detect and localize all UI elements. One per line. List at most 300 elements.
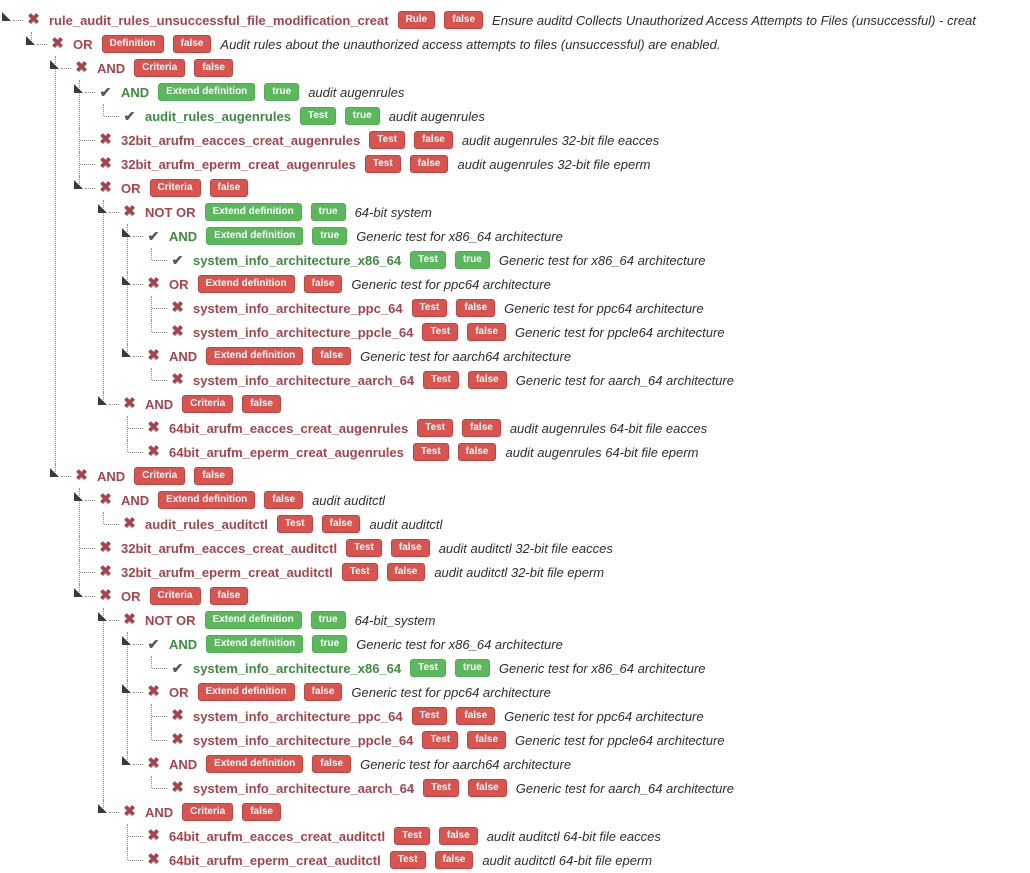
tree-node-row[interactable] bbox=[146, 248, 1030, 272]
tree-connector bbox=[122, 752, 145, 776]
tree-connector bbox=[146, 776, 169, 800]
tree-node-row[interactable] bbox=[146, 320, 1030, 344]
expand-caret-icon[interactable] bbox=[98, 396, 107, 405]
tree-connector bbox=[74, 128, 97, 152]
tree-node-row[interactable] bbox=[74, 176, 1030, 200]
fail-x-icon: ✖ bbox=[171, 371, 184, 388]
node-label[interactable]: system_info_architecture_ppc_64 bbox=[193, 708, 403, 724]
tree-children bbox=[50, 488, 1030, 872]
type-badge: Test bbox=[422, 323, 458, 341]
node-label[interactable]: AND bbox=[121, 492, 150, 508]
type-badge: Extend definition bbox=[205, 611, 302, 629]
node-description: audit augenrules bbox=[388, 108, 485, 124]
result-badge: true bbox=[312, 635, 347, 653]
tree-node bbox=[98, 392, 1030, 464]
result-badge: false bbox=[467, 323, 506, 341]
tree-connector bbox=[26, 32, 49, 56]
node-label[interactable]: system_info_architecture_x86_64 bbox=[193, 660, 402, 676]
node-label[interactable]: system_info_architecture_ppc_64 bbox=[193, 300, 403, 316]
node-description: Generic test for x86_64 architecture bbox=[356, 228, 563, 244]
node-label[interactable]: system_info_architecture_aarch_64 bbox=[193, 780, 415, 796]
tree-node bbox=[74, 584, 1030, 872]
tree-connector bbox=[74, 152, 97, 176]
tree-connector bbox=[122, 824, 145, 848]
pass-check-icon: ✔ bbox=[171, 252, 184, 268]
type-badge: Extend definition bbox=[206, 635, 303, 653]
node-label[interactable]: system_info_architecture_aarch_64 bbox=[193, 372, 415, 388]
node-label[interactable]: 64bit_arufm_eacces_creat_augenrules bbox=[169, 420, 409, 436]
type-badge: Criteria bbox=[150, 587, 201, 605]
node-label[interactable]: OR bbox=[73, 36, 93, 52]
tree-connector bbox=[50, 56, 73, 80]
tree-node bbox=[98, 512, 1030, 536]
tree-node bbox=[26, 32, 1030, 872]
node-label[interactable]: OR bbox=[121, 180, 141, 196]
tree-node-row[interactable] bbox=[98, 800, 1030, 824]
node-label[interactable]: audit_rules_auditctl bbox=[145, 516, 268, 532]
fail-x-icon: ✖ bbox=[123, 803, 136, 820]
result-badge: true bbox=[311, 611, 346, 629]
node-label[interactable]: AND bbox=[145, 396, 174, 412]
expand-caret-icon[interactable] bbox=[98, 204, 107, 213]
fail-x-icon: ✖ bbox=[123, 395, 136, 412]
result-badge: false bbox=[194, 59, 233, 77]
tree-node bbox=[146, 368, 1030, 392]
tree-node-row[interactable] bbox=[122, 272, 1030, 296]
type-badge: Test bbox=[422, 731, 458, 749]
tree-node-row[interactable] bbox=[74, 80, 1030, 104]
pass-check-icon: ✔ bbox=[147, 636, 160, 652]
fail-x-icon: ✖ bbox=[27, 11, 40, 28]
tree-connector bbox=[98, 200, 121, 224]
result-badge: true bbox=[311, 203, 346, 221]
result-badge: false bbox=[458, 443, 497, 461]
result-badge: false bbox=[439, 827, 478, 845]
node-description: audit auditctl 32-bit file eperm bbox=[434, 564, 605, 580]
node-label[interactable]: OR bbox=[121, 588, 141, 604]
tree-node-row[interactable] bbox=[50, 464, 1030, 488]
tree-node-row[interactable] bbox=[98, 104, 1030, 128]
tree-node-row[interactable] bbox=[74, 560, 1030, 584]
result-badge: false bbox=[312, 347, 351, 365]
tree-node-row[interactable] bbox=[98, 512, 1030, 536]
tree-connector bbox=[2, 8, 25, 32]
expand-caret-icon[interactable] bbox=[74, 588, 83, 597]
tree-node bbox=[50, 56, 1030, 464]
node-description: Generic test for aarch_64 architecture bbox=[515, 780, 734, 796]
expand-caret-icon[interactable] bbox=[122, 684, 131, 693]
fail-x-icon: ✖ bbox=[51, 35, 64, 52]
type-badge: Test bbox=[423, 779, 459, 797]
fail-x-icon: ✖ bbox=[171, 707, 184, 724]
expand-caret-icon[interactable] bbox=[74, 492, 83, 501]
result-badge: false bbox=[444, 11, 483, 29]
result-badge: false bbox=[242, 395, 281, 413]
tree-node-row[interactable] bbox=[122, 752, 1030, 776]
result-badge: true bbox=[312, 227, 347, 245]
tree-connector bbox=[122, 680, 145, 704]
fail-x-icon: ✖ bbox=[123, 611, 136, 628]
fail-x-icon: ✖ bbox=[147, 683, 160, 700]
type-badge: Test bbox=[410, 659, 446, 677]
fail-x-icon: ✖ bbox=[99, 179, 112, 196]
tree-connector bbox=[74, 560, 97, 584]
type-badge: Extend definition bbox=[158, 491, 255, 509]
type-badge: Test bbox=[346, 539, 382, 557]
tree-node bbox=[122, 344, 1030, 392]
type-badge: Extend definition bbox=[206, 227, 303, 245]
result-badge: false bbox=[456, 299, 495, 317]
node-label[interactable]: 32bit_arufm_eperm_creat_auditctl bbox=[121, 564, 333, 580]
node-label[interactable]: AND bbox=[121, 84, 150, 100]
fail-x-icon: ✖ bbox=[99, 539, 112, 556]
node-description: Generic test for ppc64 architecture bbox=[504, 708, 704, 724]
tree-children bbox=[2, 32, 1030, 872]
type-badge: Rule bbox=[398, 11, 436, 29]
node-description: Generic test for aarch64 architecture bbox=[360, 756, 572, 772]
tree-node-row[interactable] bbox=[122, 680, 1030, 704]
tree-node bbox=[98, 800, 1030, 872]
type-badge: Test bbox=[412, 707, 448, 725]
node-description: Generic test for aarch64 architecture bbox=[360, 348, 572, 364]
tree-node-row[interactable] bbox=[122, 344, 1030, 368]
result-badge: false bbox=[264, 491, 303, 509]
tree-node-row[interactable] bbox=[74, 584, 1030, 608]
type-badge: Criteria bbox=[134, 467, 185, 485]
node-description: Generic test for ppcle64 architecture bbox=[515, 324, 725, 340]
result-badge: false bbox=[414, 131, 453, 149]
type-badge: Test bbox=[423, 371, 459, 389]
node-label[interactable]: audit_rules_augenrules bbox=[145, 108, 291, 124]
node-description: Generic test for ppc64 architecture bbox=[351, 684, 551, 700]
node-description: audit auditctl 32-bit file eacces bbox=[438, 540, 613, 556]
tree-node bbox=[122, 440, 1030, 464]
tree-node bbox=[122, 680, 1030, 752]
node-label[interactable]: NOT OR bbox=[145, 612, 196, 628]
fail-x-icon: ✖ bbox=[99, 563, 112, 580]
fail-x-icon: ✖ bbox=[171, 299, 184, 316]
expand-caret-icon[interactable] bbox=[74, 84, 83, 93]
tree-connector bbox=[122, 344, 145, 368]
pass-check-icon: ✔ bbox=[171, 660, 184, 676]
fail-x-icon: ✖ bbox=[123, 203, 136, 220]
result-badge: false bbox=[173, 35, 212, 53]
type-badge: Criteria bbox=[182, 395, 233, 413]
expand-caret-icon[interactable] bbox=[122, 756, 131, 765]
tree-node bbox=[2, 8, 1030, 872]
fail-x-icon: ✖ bbox=[75, 467, 88, 484]
tree-connector bbox=[146, 728, 169, 752]
node-label[interactable]: AND bbox=[169, 348, 198, 364]
tree-node bbox=[122, 224, 1030, 272]
tree-connector bbox=[146, 248, 169, 272]
type-badge: Test bbox=[413, 443, 449, 461]
tree-node-row[interactable] bbox=[122, 824, 1030, 848]
tree-connector bbox=[146, 368, 169, 392]
tree-children bbox=[122, 368, 1030, 392]
node-description: audit auditctl 64-bit file eacces bbox=[486, 828, 661, 844]
type-badge: Test bbox=[410, 251, 446, 269]
tree-node bbox=[98, 608, 1030, 800]
node-label[interactable]: AND bbox=[169, 228, 198, 244]
node-description: audit auditctl bbox=[312, 492, 386, 508]
node-description: Audit rules about the unauthorized access attempts to files (unsuccessful) are enabled. bbox=[220, 36, 721, 52]
type-badge: Extend definition bbox=[198, 275, 295, 293]
pass-check-icon: ✔ bbox=[123, 108, 136, 124]
result-badge: false bbox=[304, 275, 343, 293]
tree-children bbox=[122, 656, 1030, 680]
tree-node-row[interactable] bbox=[74, 152, 1030, 176]
tree-connector bbox=[146, 320, 169, 344]
result-badge: false bbox=[387, 563, 426, 581]
node-description: audit augenrules 32-bit file eperm bbox=[457, 156, 651, 172]
type-badge: Test bbox=[390, 851, 426, 869]
tree-connector bbox=[74, 584, 97, 608]
tree-connector bbox=[122, 848, 145, 872]
tree-node bbox=[146, 704, 1030, 728]
type-badge: Criteria bbox=[182, 803, 233, 821]
tree-connector bbox=[122, 632, 145, 656]
tree-connector bbox=[74, 176, 97, 200]
fail-x-icon: ✖ bbox=[147, 755, 160, 772]
tree-children bbox=[74, 512, 1030, 536]
tree-node-row[interactable] bbox=[74, 488, 1030, 512]
result-badge: false bbox=[468, 371, 507, 389]
node-label[interactable]: rule_audit_rules_unsuccessful_file_modification_creat bbox=[49, 12, 389, 28]
node-label[interactable]: AND bbox=[97, 468, 126, 484]
tree-connector bbox=[98, 800, 121, 824]
tree-node bbox=[146, 728, 1030, 752]
tree-node bbox=[122, 272, 1030, 344]
tree-node-row[interactable] bbox=[74, 128, 1030, 152]
tree-node bbox=[74, 536, 1030, 560]
result-badge: false bbox=[312, 755, 351, 773]
result-badge: false bbox=[410, 155, 449, 173]
fail-x-icon: ✖ bbox=[147, 419, 160, 436]
tree-connector bbox=[98, 104, 121, 128]
tree-children bbox=[50, 80, 1030, 464]
tree-node bbox=[74, 80, 1030, 128]
expand-caret-icon[interactable] bbox=[122, 276, 131, 285]
node-label[interactable]: AND bbox=[169, 636, 198, 652]
expand-caret-icon[interactable] bbox=[98, 612, 107, 621]
fail-x-icon: ✖ bbox=[147, 443, 160, 460]
tree-connector bbox=[122, 440, 145, 464]
tree-node bbox=[146, 776, 1030, 800]
node-label[interactable]: AND bbox=[97, 60, 126, 76]
tree-node-row[interactable] bbox=[146, 656, 1030, 680]
result-badge: false bbox=[304, 683, 343, 701]
tree-node bbox=[74, 176, 1030, 464]
tree-connector bbox=[122, 416, 145, 440]
tree-node-row[interactable] bbox=[26, 32, 1030, 56]
fail-x-icon: ✖ bbox=[171, 323, 184, 340]
tree-node-row[interactable] bbox=[146, 296, 1030, 320]
tree-children bbox=[74, 104, 1030, 128]
node-description: 64-bit system bbox=[354, 204, 432, 220]
tree-children bbox=[26, 56, 1030, 872]
node-label[interactable]: 32bit_arufm_eacces_creat_augenrules bbox=[121, 132, 361, 148]
type-badge: Extend definition bbox=[158, 83, 255, 101]
tree-node-row[interactable] bbox=[146, 368, 1030, 392]
tree-node-row[interactable] bbox=[74, 536, 1030, 560]
type-badge: Definition bbox=[102, 35, 164, 53]
tree-children bbox=[74, 200, 1030, 464]
fail-x-icon: ✖ bbox=[75, 59, 88, 76]
tree-node-row[interactable] bbox=[122, 224, 1030, 248]
tree-node-row[interactable] bbox=[98, 392, 1030, 416]
tree-connector bbox=[146, 656, 169, 680]
tree-connector bbox=[74, 536, 97, 560]
fail-x-icon: ✖ bbox=[171, 731, 184, 748]
node-label[interactable]: OR bbox=[169, 684, 189, 700]
fail-x-icon: ✖ bbox=[147, 827, 160, 844]
type-badge: Test bbox=[277, 515, 313, 533]
result-badge: false bbox=[322, 515, 361, 533]
tree-node bbox=[122, 752, 1030, 800]
expand-caret-icon[interactable] bbox=[2, 12, 11, 21]
type-badge: Extend definition bbox=[205, 203, 302, 221]
fail-x-icon: ✖ bbox=[147, 851, 160, 868]
type-badge: Test bbox=[369, 131, 405, 149]
tree-connector bbox=[98, 392, 121, 416]
tree-node-row[interactable] bbox=[98, 608, 1030, 632]
tree-connector bbox=[146, 704, 169, 728]
type-badge: Criteria bbox=[134, 59, 185, 77]
tree-connector bbox=[122, 224, 145, 248]
tree-node-row[interactable] bbox=[122, 416, 1030, 440]
type-badge: Criteria bbox=[150, 179, 201, 197]
tree-node bbox=[122, 848, 1030, 872]
node-label[interactable]: AND bbox=[169, 756, 198, 772]
result-badge: true bbox=[455, 659, 490, 677]
node-description: 64-bit_system bbox=[354, 612, 436, 628]
expand-caret-icon[interactable] bbox=[50, 60, 59, 69]
tree-connector bbox=[146, 296, 169, 320]
fail-x-icon: ✖ bbox=[147, 347, 160, 364]
result-badge: true bbox=[345, 107, 380, 125]
fail-x-icon: ✖ bbox=[99, 587, 112, 604]
tree-node-row[interactable] bbox=[122, 632, 1030, 656]
tree-children bbox=[74, 608, 1030, 872]
result-badge: false bbox=[210, 587, 249, 605]
expand-caret-icon[interactable] bbox=[26, 36, 35, 45]
result-badge: true bbox=[264, 83, 299, 101]
tree-children bbox=[98, 824, 1030, 872]
node-description: audit auditctl 64-bit file eperm bbox=[482, 852, 653, 868]
tree-node-row[interactable] bbox=[122, 848, 1030, 872]
node-label[interactable]: 64bit_arufm_eperm_creat_augenrules bbox=[169, 444, 404, 460]
result-badge: false bbox=[391, 539, 430, 557]
node-label[interactable]: 32bit_arufm_eacces_creat_auditctl bbox=[121, 540, 338, 556]
node-description: Ensure auditd Collects Unauthorized Access Attempts to Files (unsuccessful) - creat bbox=[492, 12, 976, 28]
expand-caret-icon[interactable] bbox=[122, 348, 131, 357]
type-badge: Test bbox=[342, 563, 378, 581]
node-description: audit augenrules 32-bit file eacces bbox=[461, 132, 660, 148]
tree-connector bbox=[74, 80, 97, 104]
tree-node-row[interactable] bbox=[146, 704, 1030, 728]
result-badge: false bbox=[435, 851, 474, 869]
tree-children bbox=[98, 416, 1030, 464]
result-badge: false bbox=[462, 419, 501, 437]
type-badge: Test bbox=[417, 419, 453, 437]
tree-node-row[interactable] bbox=[146, 776, 1030, 800]
pass-check-icon: ✔ bbox=[99, 84, 112, 100]
result-badge: false bbox=[194, 467, 233, 485]
node-label[interactable]: system_info_architecture_ppcle_64 bbox=[193, 732, 414, 748]
tree-node bbox=[74, 152, 1030, 176]
node-description: Generic test for aarch_64 architecture bbox=[515, 372, 734, 388]
tree-node bbox=[122, 632, 1030, 680]
fail-x-icon: ✖ bbox=[123, 515, 136, 532]
tree-node bbox=[74, 560, 1030, 584]
tree-node bbox=[122, 824, 1030, 848]
node-description: audit auditctl bbox=[369, 516, 443, 532]
node-description: Generic test for ppc64 architecture bbox=[504, 300, 704, 316]
tree-connector bbox=[50, 464, 73, 488]
expand-caret-icon[interactable] bbox=[74, 180, 83, 189]
node-description: Generic test for x86_64 architecture bbox=[498, 660, 706, 676]
type-badge: Test bbox=[300, 107, 336, 125]
tree-children bbox=[122, 248, 1030, 272]
expand-caret-icon[interactable] bbox=[122, 228, 131, 237]
node-label[interactable]: 64bit_arufm_eperm_creat_auditctl bbox=[169, 852, 381, 868]
result-badge: false bbox=[456, 707, 495, 725]
tree-children bbox=[122, 704, 1030, 752]
tree-node-row[interactable] bbox=[2, 8, 1030, 32]
tree-node bbox=[98, 200, 1030, 392]
node-label[interactable]: NOT OR bbox=[145, 204, 196, 220]
node-label[interactable]: OR bbox=[169, 276, 189, 292]
node-label[interactable]: system_info_architecture_ppcle_64 bbox=[193, 324, 414, 340]
node-label[interactable]: 32bit_arufm_eperm_creat_augenrules bbox=[121, 156, 356, 172]
tree-connector bbox=[98, 512, 121, 536]
tree-node-row[interactable] bbox=[98, 200, 1030, 224]
type-badge: Extend definition bbox=[206, 755, 303, 773]
tree-children bbox=[122, 296, 1030, 344]
node-description: Generic test for x86_64 architecture bbox=[498, 252, 706, 268]
type-badge: Test bbox=[394, 827, 430, 845]
tree-node bbox=[146, 320, 1030, 344]
pass-check-icon: ✔ bbox=[147, 228, 160, 244]
tree-connector bbox=[74, 488, 97, 512]
node-label[interactable]: AND bbox=[145, 804, 174, 820]
result-badge: false bbox=[468, 779, 507, 797]
result-badge: false bbox=[242, 803, 281, 821]
tree-node bbox=[122, 416, 1030, 440]
node-label[interactable]: 64bit_arufm_eacces_creat_auditctl bbox=[169, 828, 386, 844]
tree-connector bbox=[122, 272, 145, 296]
tree-list bbox=[2, 8, 1030, 872]
node-description: Generic test for ppc64 architecture bbox=[351, 276, 551, 292]
tree-node-row[interactable] bbox=[50, 56, 1030, 80]
expand-caret-icon[interactable] bbox=[50, 468, 59, 477]
fail-x-icon: ✖ bbox=[171, 779, 184, 796]
expand-caret-icon[interactable] bbox=[98, 804, 107, 813]
node-description: Generic test for x86_64 architecture bbox=[356, 636, 563, 652]
result-badge: false bbox=[467, 731, 506, 749]
node-description: audit augenrules 64-bit file eacces bbox=[509, 420, 708, 436]
fail-x-icon: ✖ bbox=[147, 275, 160, 292]
node-description: audit augenrules bbox=[308, 84, 405, 100]
tree-node-row[interactable] bbox=[122, 440, 1030, 464]
node-label[interactable]: system_info_architecture_x86_64 bbox=[193, 252, 402, 268]
expand-caret-icon[interactable] bbox=[122, 636, 131, 645]
tree-children bbox=[98, 632, 1030, 800]
tree-node bbox=[146, 656, 1030, 680]
tree-node-row[interactable] bbox=[146, 728, 1030, 752]
fail-x-icon: ✖ bbox=[99, 155, 112, 172]
